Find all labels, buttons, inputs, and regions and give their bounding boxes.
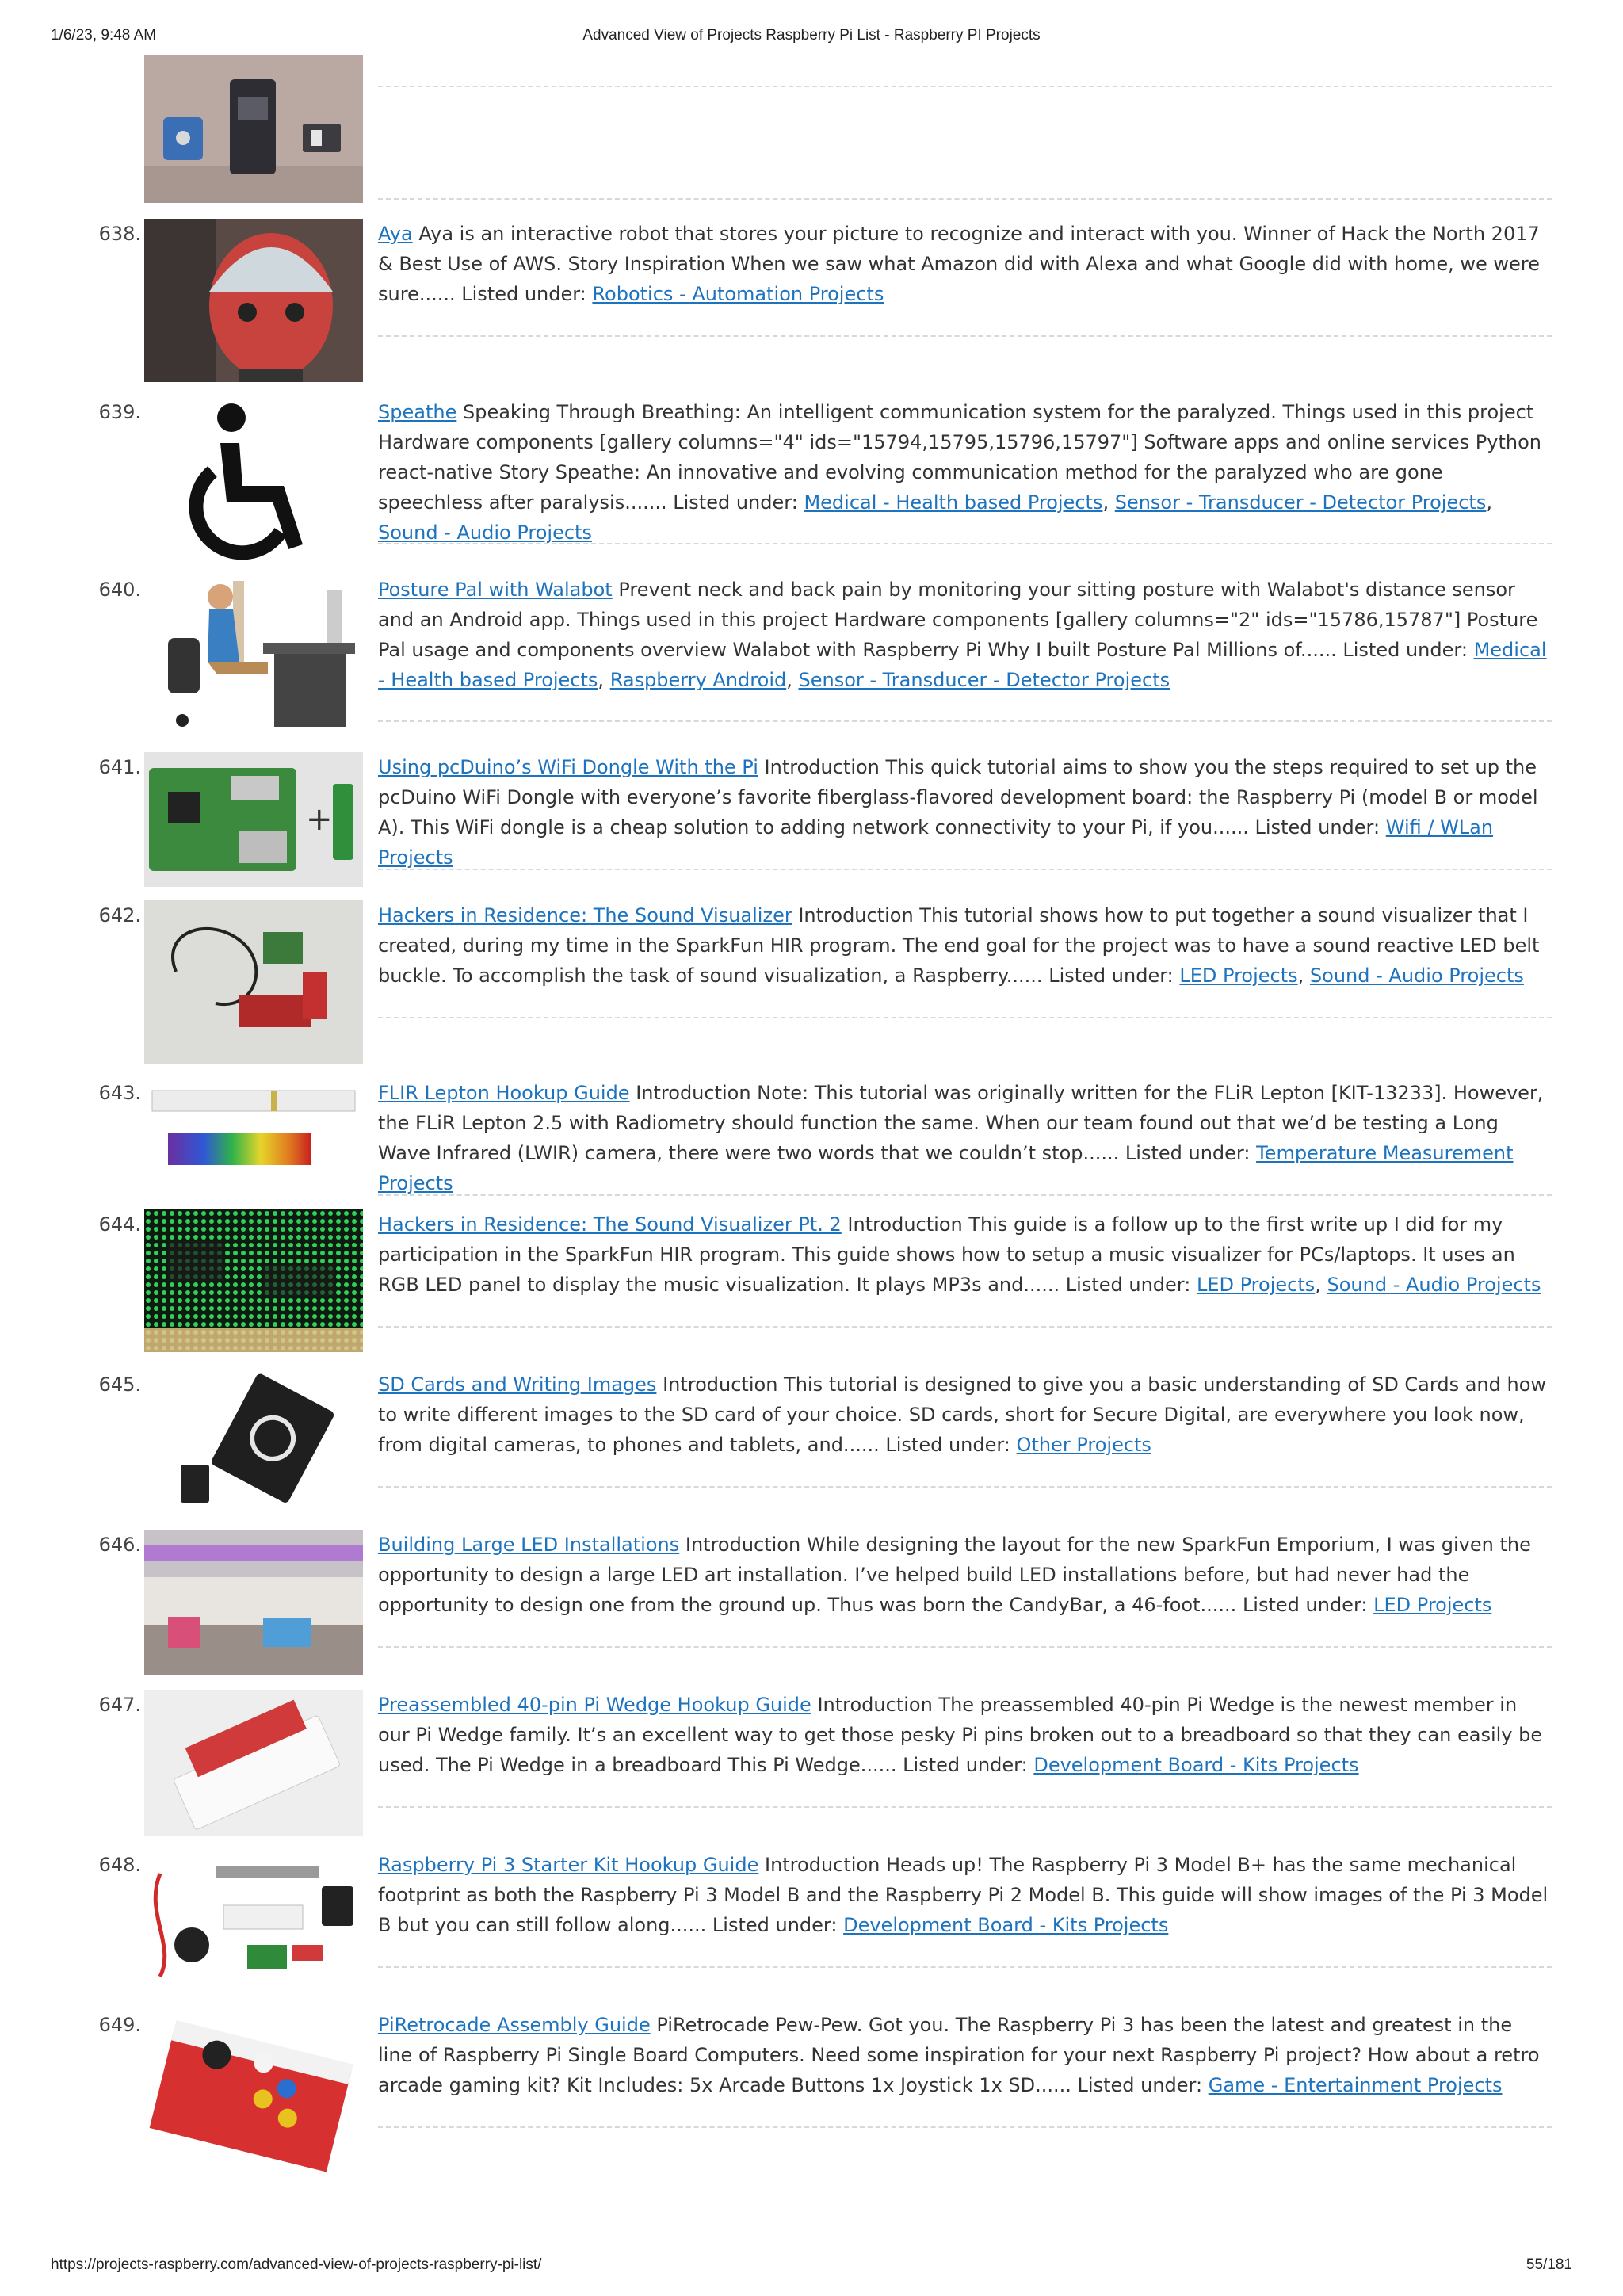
item-text <box>378 1078 1552 1198</box>
item-title-link[interactable]: Building Large LED Installations <box>378 1534 680 1556</box>
item-description: Aya is an interactive robot that stores your picture to recognize and interact with you. Winner of Hack the North 2017 & Best Use of AWS. Story Inspiration When we saw what Amazon did with Alexa and what Google did with home, we were sure...... <box>378 223 1540 305</box>
item-description: Introduction This tutorial shows how to put together a sound visualizer that I created, during my time in the SparkFun HIR program. The end goal for the project was to have a sound reactive LED belt buckle. To accomplish the task of sound visualization, a Raspberry...... <box>378 904 1540 987</box>
category-link[interactable]: Sound - Audio Projects <box>1327 1274 1541 1296</box>
item-number: 641. <box>98 756 141 778</box>
item-description: Introduction Note: This tutorial was originally written for the FLiR Lepton [KIT-13233]. However, the FLiR Lepton 2.5 with Radiometry should function the same. When our team found out that we’d be testing a Long Wave Infrared (LWIR) camera, there were two words that we couldn’t stop...... <box>378 1082 1544 1164</box>
listed-under-label: Listed under: <box>1125 1142 1251 1164</box>
thumbnail-image[interactable] <box>144 752 363 887</box>
item-title-link[interactable]: Hackers in Residence: The Sound Visualizer Pt. 2 <box>378 1213 842 1236</box>
item-title-link[interactable]: SD Cards and Writing Images <box>378 1373 657 1396</box>
item-text <box>378 1370 1552 1460</box>
listed-under-label: Listed under: <box>461 283 586 305</box>
item-number: 639. <box>98 401 141 423</box>
thumbnail-image[interactable] <box>144 1530 363 1675</box>
item-number: 645. <box>98 1373 141 1396</box>
item-text <box>378 219 1552 309</box>
thumbnail-image <box>144 55 363 203</box>
item-description: PiRetrocade Pew-Pew. Got you. The Raspberry Pi 3 has been the latest and greatest in the line of Raspberry Pi Single Board Computers. Need some inspiration for your next Raspberry Pi project? How about a retro arcade gaming kit? Kit Includes: 5x Arcade Buttons 1x Joystick 1x SD...... <box>378 2014 1540 2096</box>
listed-under-label: Listed under: <box>1342 639 1468 661</box>
item-description: Introduction While designing the layout for the new SparkFun Emporium, I was given the opportunity to design a large LED art installation. I’ve helped build LED installations before, but had never had the opportunity to design one from the ground up. Thus was born the CandyBar, a 46-foot...... <box>378 1534 1531 1616</box>
separator <box>378 1646 1552 1648</box>
svg-text:+: + <box>306 801 333 838</box>
item-text <box>378 1850 1552 1940</box>
listed-under-label: Listed under: <box>1254 816 1381 839</box>
category-link[interactable]: LED Projects <box>1373 1594 1492 1616</box>
item-text <box>378 1690 1552 1780</box>
thumbnail-image[interactable] <box>144 1209 363 1352</box>
item-title-link[interactable]: Speathe <box>378 401 457 423</box>
wheelchair-icon[interactable] <box>144 397 363 563</box>
category-link[interactable]: Temperature Measurement Projects <box>378 1142 1514 1194</box>
item-text: Hackers in Residence: The Sound Visualizer Introduction This tutorial shows how to put together a sound visualizer that I created, during my time in the SparkFun HIR program. The end goal for the project was to have a sound reactive LED belt buckle. To accomplish the task of sound visualization, a Raspberry...... Listed under: LED Projects, Sound - Audio Projects <box>378 904 1540 987</box>
item-number: 649. <box>98 2014 141 2036</box>
listed-under-label: Listed under: <box>1065 1274 1191 1296</box>
category-link[interactable]: LED Projects <box>1196 1274 1316 1296</box>
print-page-number: 55/181 <box>1526 2256 1572 2273</box>
print-url: https://projects-raspberry.com/advanced-view-of-projects-raspberry-pi-list/ <box>51 2256 542 2273</box>
item-title-link[interactable]: Preassembled 40-pin Pi Wedge Hookup Guide <box>378 1694 812 1716</box>
item-description: Speaking Through Breathing: An intelligent communication system for the paralyzed. Things used in this project Hardware components [gallery columns="4" ids="15794,15795,15796,15797"] Software apps and online services Python react-native Story Speathe: An innovative and evolving communication method for the paralyzed who are gone speechless after paralysis....... <box>378 401 1541 514</box>
category-link[interactable]: Raspberry Android <box>609 669 787 691</box>
thumbnail-image[interactable] <box>144 575 363 733</box>
item-description: Introduction Heads up! The Raspberry Pi 3 Model B+ has the same mechanical footprint as both the Raspberry Pi 3 Model B and the Raspberry Pi 2 Model B. This guide will show images of the Pi 3 Model B but you can still follow along...... <box>378 1854 1549 1936</box>
item-description: Introduction This quick tutorial aims to show you the steps required to set up the pcDuino WiFi Dongle with everyone’s favorite fiberglass-flavored development board: the Raspberry Pi (model B or model A). This WiFi dongle is a cheap solution to adding network connectivity to your Pi, if you...... <box>378 756 1538 839</box>
item-title-link[interactable]: Raspberry Pi 3 Starter Kit Hookup Guide <box>378 1854 759 1876</box>
thumbnail-image[interactable] <box>144 900 363 1064</box>
item-text <box>378 752 1552 873</box>
category-link[interactable]: Medical - Health based Projects <box>804 491 1103 514</box>
item-number: 644. <box>98 1213 141 1236</box>
listed-under-label: Listed under: <box>903 1754 1028 1776</box>
separator <box>378 1017 1552 1018</box>
item-title-link[interactable]: Aya <box>378 223 413 245</box>
thumbnail-image[interactable] <box>144 1370 363 1512</box>
separator <box>378 1194 1552 1196</box>
item-text <box>378 1530 1552 1620</box>
item-number: 640. <box>98 579 141 601</box>
item-number: 642. <box>98 904 141 926</box>
item-text: Posture Pal with Walabot Prevent neck and back pain by monitoring your sitting posture with Walabot's distance sensor and an Android app. Things used in this project Hardware components [gallery columns="2" ids="15786,15787"] Posture Pal usage and components overview Walabot with Raspberry Pi Why I built Posture Pal Millions of...... Listed under: Medical - Health based Projects, Raspberry Android, Sensor - Transducer - Detector Projects <box>378 579 1547 691</box>
item-number: 647. <box>98 1694 141 1716</box>
print-datetime: 1/6/23, 9:48 AM <box>51 27 157 44</box>
item-title-link[interactable]: Posture Pal with Walabot <box>378 579 613 601</box>
category-link[interactable]: Sensor - Transducer - Detector Projects <box>798 669 1170 691</box>
print-header <box>51 27 1572 48</box>
item-title-link[interactable]: PiRetrocade Assembly Guide <box>378 2014 651 2036</box>
listed-under-label: Listed under: <box>1077 2074 1203 2096</box>
print-footer <box>51 2256 1572 2277</box>
thumbnail-image[interactable] <box>144 219 363 382</box>
item-number: 643. <box>98 1082 141 1104</box>
category-link[interactable]: Sound - Audio Projects <box>1309 965 1524 987</box>
separator <box>378 1966 1552 1968</box>
item-description: Prevent neck and back pain by monitoring your sitting posture with Walabot's distance sensor and an Android app. Things used in this project Hardware components [gallery columns="2" ids="15786,15787"] Posture Pal usage and components overview Walabot with Raspberry Pi Why I built Posture Pal Millions of...... <box>378 579 1538 661</box>
listed-under-label: Listed under: <box>1048 965 1174 987</box>
thumbnail-image[interactable] <box>144 1078 363 1182</box>
item-number: 648. <box>98 1854 141 1876</box>
category-link[interactable]: Development Board - Kits Projects <box>1033 1754 1359 1776</box>
category-link[interactable]: Other Projects <box>1016 1434 1151 1456</box>
separator <box>378 720 1552 722</box>
item-text: Speathe Speaking Through Breathing: An intelligent communication system for the paralyzed. Things used in this project Hardware components [gallery columns="4" ids="15794,15795,15796,15797"] Software apps and online services Python react-native Story Speathe: An innovative and evolving communication method for the paralyzed who are gone speechless after paralysis....... Listed under: Medical - Health based Projects, Sensor - Transducer - Detector Projects, Sound - Audio Projects <box>378 401 1541 544</box>
thumbnail-image[interactable] <box>144 1690 363 1836</box>
item-description: Introduction This guide is a follow up to the first write up I did for my participation in the SparkFun HIR program. This guide shows how to setup a music visualizer for PCs/laptops. It uses an RGB LED panel to display the music visualization. It plays MP3s and...... <box>378 1213 1515 1296</box>
category-link[interactable]: Development Board - Kits Projects <box>843 1914 1169 1936</box>
separator <box>378 1486 1552 1488</box>
category-link[interactable]: LED Projects <box>1179 965 1298 987</box>
separator <box>378 869 1552 870</box>
item-description: Introduction This tutorial is designed to give you a basic understanding of SD Cards and how to write different images to the SD card of your choice. SD cards, short for Secure Digital, are everywhere you look now, from digital cameras, to phones and tablets, and...... <box>378 1373 1547 1456</box>
item-number: 638. <box>98 223 141 245</box>
separator <box>378 1326 1552 1328</box>
listed-under-label: Listed under: <box>673 491 798 514</box>
thumbnail-image[interactable] <box>144 1850 363 1996</box>
thumbnail-image[interactable] <box>144 2010 363 2173</box>
category-link[interactable]: Wifi / WLan Projects <box>378 816 1494 869</box>
listed-under-label: Listed under: <box>885 1434 1010 1456</box>
separator <box>378 198 1552 200</box>
item-number: 646. <box>98 1534 141 1556</box>
separator <box>378 86 1552 87</box>
separator <box>378 543 1552 544</box>
item-description: Introduction The preassembled 40-pin Pi Wedge is the newest member in our Pi Wedge family. It’s an excellent way to get those pesky Pi pins broken out to a breadboard so that they can easily be used. The Pi Wedge in a breadboard This Pi Wedge...... <box>378 1694 1543 1776</box>
item-title-link[interactable]: Using pcDuino’s WiFi Dongle With the Pi <box>378 756 758 778</box>
item-text: Hackers in Residence: The Sound Visualizer Pt. 2 Introduction This guide is a follow up to the first write up I did for my participation in the SparkFun HIR program. This guide shows how to setup a music visualizer for PCs/laptops. It uses an RGB LED panel to display the music visualization. It plays MP3s and...... Listed under: LED Projects, Sound - Audio Projects <box>378 1213 1541 1296</box>
category-link[interactable]: Robotics - Automation Projects <box>592 283 884 305</box>
listed-under-label: Listed under: <box>1242 1594 1368 1616</box>
item-text <box>378 2010 1552 2100</box>
print-page-title: Advanced View of Projects Raspberry Pi List - Raspberry PI Projects <box>582 27 1041 44</box>
separator <box>378 335 1552 337</box>
separator <box>378 2126 1552 2128</box>
listed-under-label: Listed under: <box>712 1914 838 1936</box>
item-title-link[interactable]: Hackers in Residence: The Sound Visualizer <box>378 904 792 926</box>
category-link[interactable]: Sound - Audio Projects <box>378 521 592 544</box>
item-title-link[interactable]: FLIR Lepton Hookup Guide <box>378 1082 630 1104</box>
separator <box>378 1806 1552 1808</box>
category-link[interactable]: Medical - Health based Projects <box>378 639 1547 691</box>
category-link[interactable]: Game - Entertainment Projects <box>1208 2074 1503 2096</box>
category-link[interactable]: Sensor - Transducer - Detector Projects <box>1114 491 1487 514</box>
